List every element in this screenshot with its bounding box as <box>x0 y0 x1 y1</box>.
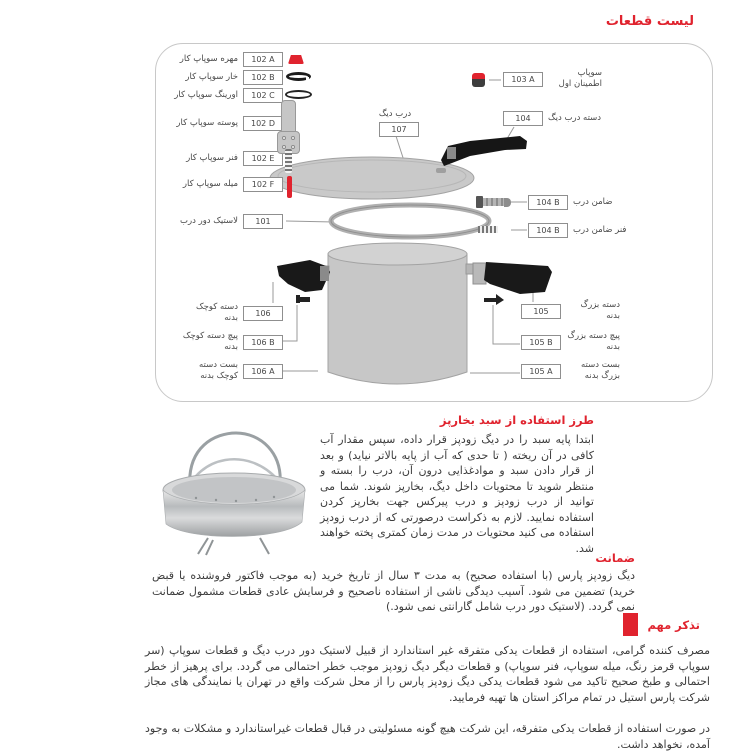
part-label: اورینگ سوپاپ کار <box>174 89 238 100</box>
part-row-103a <box>503 68 602 90</box>
lid-latch-shape <box>447 147 456 159</box>
warranty-section-heading: ضمانت <box>595 551 635 565</box>
part-row-105 <box>521 300 620 322</box>
pot-body-shape <box>320 243 475 384</box>
part-number-box: 107 <box>379 122 419 137</box>
part-row-101 <box>180 214 283 229</box>
small-body-handle-shape <box>277 260 330 292</box>
handle-screw-icon <box>296 295 310 303</box>
steamer-basket-image <box>156 428 314 558</box>
part-row-102d <box>176 116 283 131</box>
o-ring-icon <box>285 90 312 99</box>
big-body-handle-shape <box>473 262 552 294</box>
part-label: فنر سوپاپ کار <box>186 152 238 163</box>
part-label: بست دسته کوچک بدنه <box>198 360 238 382</box>
part-number-box: 104 <box>503 111 543 126</box>
retaining-ring-icon <box>286 72 311 81</box>
part-row-105b <box>521 331 620 353</box>
part-row-106a <box>182 360 283 382</box>
part-number-box: 106 A <box>243 364 283 379</box>
red-square-icon <box>623 613 638 636</box>
part-number-box: 103 A <box>503 72 543 87</box>
part-number-box: 104 B <box>528 195 568 210</box>
part-row-104 <box>503 111 601 126</box>
part-label: درب دیگ <box>378 109 412 119</box>
part-row-105a <box>521 360 620 382</box>
part-label: فنر ضامن درب <box>573 224 627 235</box>
notice-section-body2: در صورت استفاده از قطعات یدکی متفرقه، این شرکت هیچ گونه مسئولیتی در قبال قطعات غیراستاندارد و مشکلات به وجود آمده، نخواهد داشت. <box>145 722 710 751</box>
latch-spring-icon <box>478 226 498 233</box>
part-number-box: 105 <box>521 304 561 319</box>
part-number-box: 104 B <box>528 223 568 238</box>
part-label: دسته درب دیگ <box>548 112 602 123</box>
part-row-102e <box>186 151 283 166</box>
notice-section-body: مصرف کننده گرامی، استفاده از قطعات یدکی متفرقه غیر استاندارد از قبیل لاستیک دور درب دیگ و قطعات سوپاپ (سر سوپاپ قرمز رنگ، میله سوپاپ، فنر سوپاپ) و قطعات دیگر دیگ زودپز موجب خطر احتمالی می گردد. برای پرهیز از خطر احتمالی و طبخ صحیح تاکید می شود قطعات یدکی دیگ زودپز پارس را از محل شرکت واقع در تهران یا نمایندگی های مجاز شرکت پارس استیل در تمام مراکز استان ها تهیه فرمایید. <box>145 644 710 704</box>
part-label: خار سوپاپ کار <box>185 71 238 82</box>
steamer-section-heading: طرز استفاده از سبد بخارپز <box>439 413 594 427</box>
steamer-section-body: ابتدا پایه سبد را در دیگ زودپز قرار داده، سپس مقدار آب کافی در آن ریخته ( تا حدی که آب از پایه بالاتر نیاید) و بعد از قرار دادن سبد و موادغذایی درون آن، درب را بسته و منتظر شوید تا محتویات داخل دیگ، بخارپز شوند. شما می توانید از درب زودپز و درب پیرکس جهت بخارپز کردن استفاده نمایید. لازم به ذکراست درصورتی که از درب زودپز استفاده می کنید محتویات در مدت زمان کمتری پخته خواهند شد. <box>320 433 594 555</box>
part-row-102b <box>185 70 283 85</box>
part-row-102c <box>174 88 283 103</box>
part-label: لاستیک دور درب <box>180 215 238 226</box>
part-number-box: 106 <box>243 306 283 321</box>
handle-screw-arrow-icon <box>484 294 504 305</box>
part-number-box: 102 B <box>243 70 283 85</box>
part-row-106b <box>182 331 283 353</box>
part-label: دسته بزرگ بدنه <box>580 300 620 322</box>
part-label: پیچ دسته کوچک بدنه <box>182 331 238 353</box>
part-row-104b-latch <box>528 195 612 210</box>
valve-spring-icon <box>285 149 292 173</box>
part-label: پیچ دسته بزرگ بدنه <box>567 331 620 353</box>
safety-valve-icon <box>472 73 485 87</box>
red-valve-rod-icon <box>287 176 292 198</box>
latch-bolt-icon <box>476 196 512 208</box>
part-number-box: 102 F <box>243 177 283 192</box>
part-number-box: 106 B <box>243 335 283 350</box>
part-number-box: 102 E <box>243 151 283 166</box>
part-row-102f <box>183 177 283 192</box>
notice-section-heading: تذکر مهم <box>647 617 700 632</box>
part-row-102a <box>180 52 283 67</box>
part-label: بست دسته بزرگ بدنه <box>580 360 620 382</box>
part-number-box: 105 B <box>521 335 561 350</box>
part-number-box: 105 A <box>521 364 561 379</box>
part-number-box: 102 C <box>243 88 283 103</box>
part-label: پوسته سوپاپ کار <box>176 117 238 128</box>
part-row-106 <box>182 302 283 324</box>
warranty-section-body: دیگ زودپز پارس (با استفاده صحیح) به مدت ۳ سال از تاریخ خرید (به موجب فاکتور فروشنده یا قبض خرید) تضمین می شود. آسیب دیدگی ناشی از استفاده ناصحیح و فرسایش عادی قطعات مشمول ضمانت نمی گردد. (لاستیک دور درب شامل گارانتی نمی شود.) <box>152 569 635 613</box>
part-label: دسته کوچک بدنه <box>195 302 238 324</box>
part-label: میله سوپاپ کار <box>182 178 238 189</box>
part-number-box: 102 D <box>243 116 283 131</box>
notice-section-heading-row <box>623 613 700 636</box>
page-title: لیست قطعات <box>605 14 694 29</box>
part-label: ضامن درب <box>573 196 613 207</box>
part-row-104b-spring <box>528 223 626 238</box>
gasket-shape <box>331 205 489 237</box>
part-label: سوپاپ اطمینان اول <box>558 68 602 90</box>
part-number-box: 102 A <box>243 52 283 67</box>
part-label: مهره سوپاپ کار <box>179 53 238 64</box>
valve-housing-icon <box>281 100 296 132</box>
center-part-box <box>379 117 419 137</box>
part-number-box: 101 <box>243 214 283 229</box>
